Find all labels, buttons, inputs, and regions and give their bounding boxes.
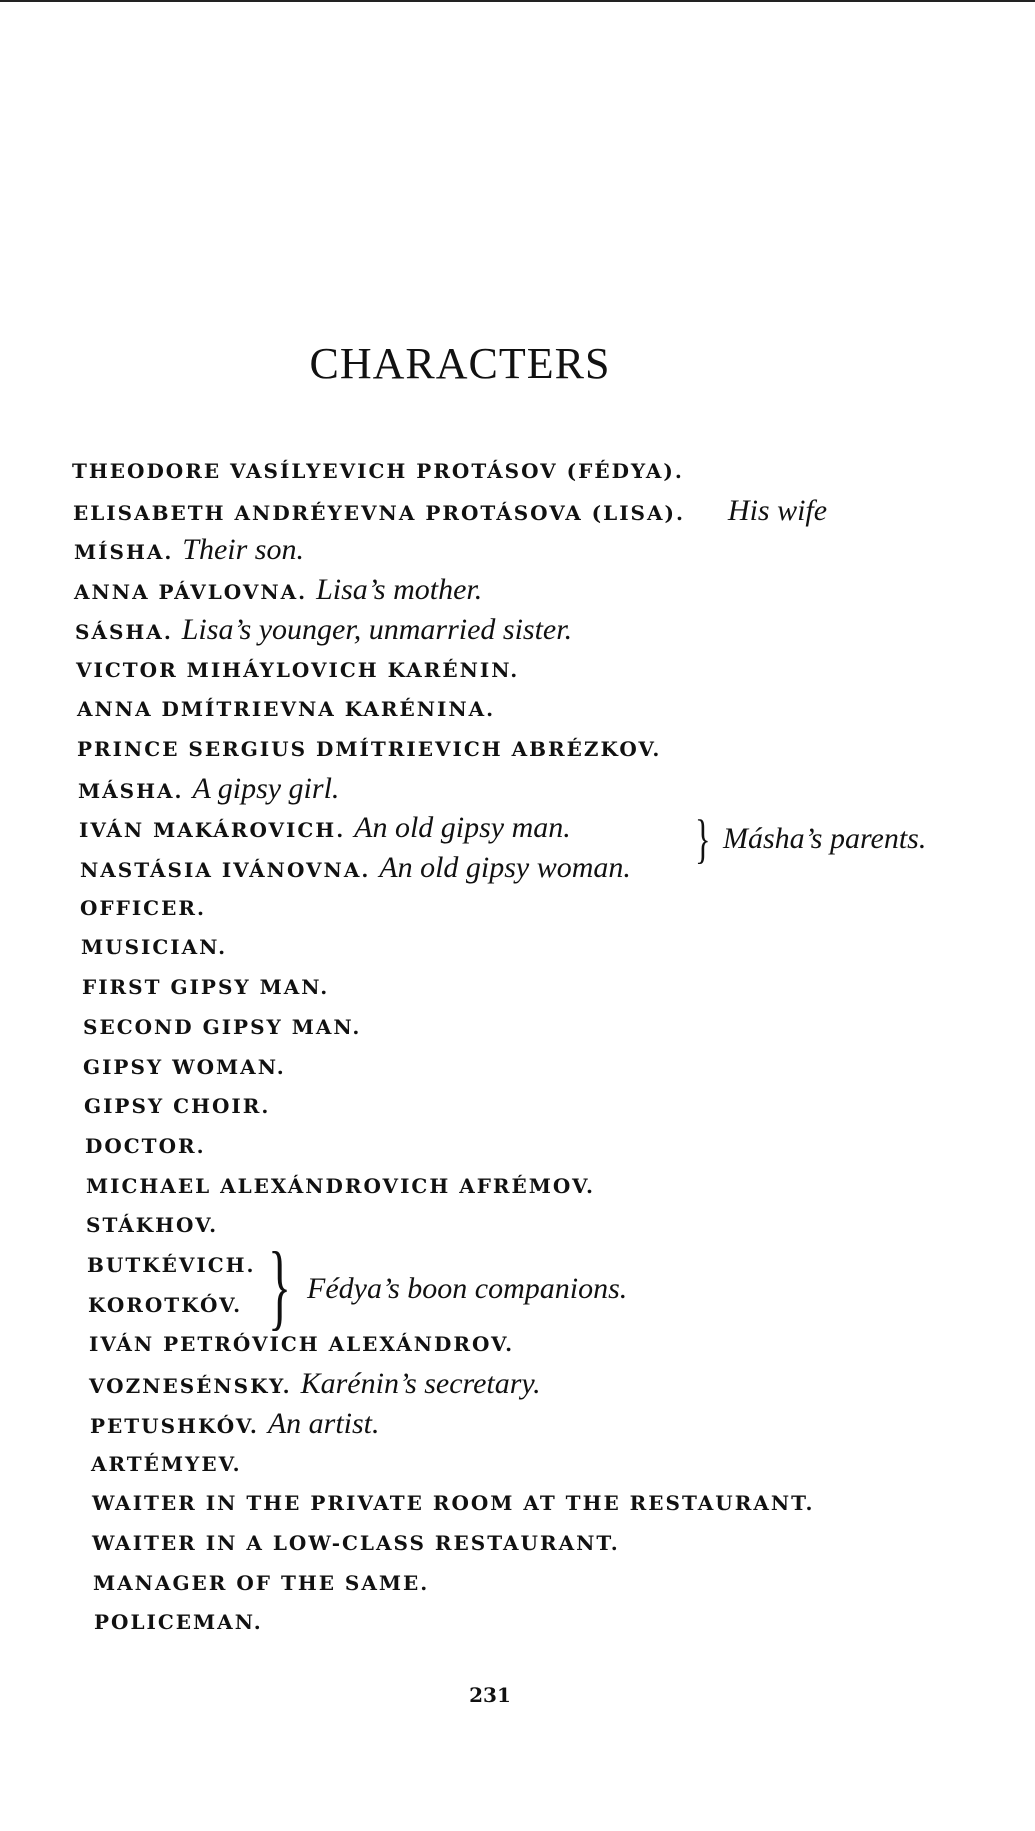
character-entry (77, 734, 661, 764)
character-entry (91, 1449, 242, 1479)
character-name: MICHAEL ALEXÁNDROVICH AFRÉMOV. (86, 1174, 595, 1198)
character-name: ELISABETH ANDRÉYEVNA PROTÁSOVA (LISA). (73, 501, 685, 525)
character-entry (76, 655, 519, 685)
character-name: MANAGER OF THE SAME. (93, 1571, 430, 1595)
character-description: An old gipsy man. (354, 811, 571, 844)
character-entry (77, 694, 495, 724)
top-border (0, 0, 1035, 2)
character-description: An artist. (267, 1407, 380, 1440)
character-entry (88, 1290, 242, 1320)
character-name: VICTOR MIHÁYLOVICH KARÉNIN. (76, 658, 520, 682)
character-entry (81, 932, 227, 962)
character-name: SÁSHA. (75, 620, 173, 644)
character-entry (86, 1210, 218, 1240)
character-name: IVÁN MAKÁROVICH. (79, 818, 346, 842)
page-number: 231 (469, 1683, 511, 1707)
character-entry (84, 1091, 270, 1121)
character-name: SECOND GIPSY MAN. (83, 1015, 362, 1039)
character-description: Karénin’s secretary. (300, 1367, 541, 1400)
character-name: FIRST GIPSY MAN. (82, 975, 330, 999)
character-name: PRINCE SERGIUS DMÍTRIEVICH ABRÉZKOV. (77, 737, 662, 761)
character-description: A gipsy girl. (192, 772, 340, 805)
character-name: KOROTKÓV. (88, 1293, 243, 1317)
character-entry (89, 1369, 541, 1401)
character-entry (83, 1012, 361, 1042)
character-name: ARTÉMYEV. (91, 1452, 242, 1476)
character-entry (94, 1607, 263, 1637)
character-entry (87, 1250, 256, 1280)
group-label-parents: Másha’s parents. (723, 822, 927, 855)
character-entry (82, 972, 329, 1002)
brace-parents: } (695, 809, 711, 869)
character-entry (73, 496, 827, 528)
character-entry (92, 1488, 814, 1518)
character-name: THEODORE VASÍLYEVICH PROTÁSOV (FÉDYA). (72, 459, 684, 483)
character-entry (74, 575, 482, 607)
character-name: WAITER IN A LOW-CLASS RESTAURANT. (92, 1531, 620, 1555)
group-label-companions: Fédya’s boon companions. (307, 1272, 628, 1305)
character-name: IVÁN PETRÓVICH ALEXÁNDROV. (89, 1332, 515, 1356)
character-entry (83, 1052, 286, 1082)
character-name: OFFICER. (80, 896, 206, 920)
character-entry (74, 535, 304, 567)
character-name: GIPSY CHOIR. (84, 1094, 271, 1118)
character-entry (86, 1171, 595, 1201)
character-name: GIPSY WOMAN. (83, 1055, 286, 1079)
character-entry (79, 813, 571, 845)
character-name: ANNA PÁVLOVNA. (74, 580, 308, 604)
character-entry (80, 893, 206, 923)
character-name: STÁKHOV. (86, 1213, 219, 1237)
character-name: MÍSHA. (74, 540, 174, 564)
character-entry (72, 456, 684, 486)
character-description: Lisa’s mother. (316, 573, 483, 606)
character-name: WAITER IN THE PRIVATE ROOM AT THE RESTAURANT. (92, 1491, 815, 1515)
character-name: PETUSHKÓV. (90, 1414, 259, 1438)
character-description: An old gipsy woman. (379, 851, 631, 884)
character-name: MÁSHA. (78, 779, 184, 803)
page-title: CHARACTERS (309, 339, 611, 388)
character-description: Lisa’s younger, unmarried sister. (181, 613, 573, 646)
character-name: BUTKÉVICH. (87, 1253, 256, 1277)
character-entry (80, 853, 631, 885)
character-description: His wife (727, 494, 828, 527)
character-name: VOZNESÉNSKY. (89, 1374, 292, 1398)
character-entry (92, 1528, 620, 1558)
brace-companions: } (268, 1232, 292, 1339)
character-entry (78, 774, 339, 806)
character-entry (75, 615, 572, 647)
character-name: DOCTOR. (85, 1134, 206, 1158)
character-name: POLICEMAN. (94, 1610, 263, 1634)
character-entry (93, 1568, 429, 1598)
character-name: ANNA DMÍTRIEVNA KARÉNINA. (77, 697, 496, 721)
character-name: MUSICIAN. (81, 935, 228, 959)
character-entry (90, 1409, 380, 1441)
character-description: Their son. (182, 533, 304, 566)
character-entry (89, 1329, 514, 1359)
character-name: NASTÁSIA IVÁNOVNA. (80, 858, 371, 882)
character-entry (85, 1131, 206, 1161)
